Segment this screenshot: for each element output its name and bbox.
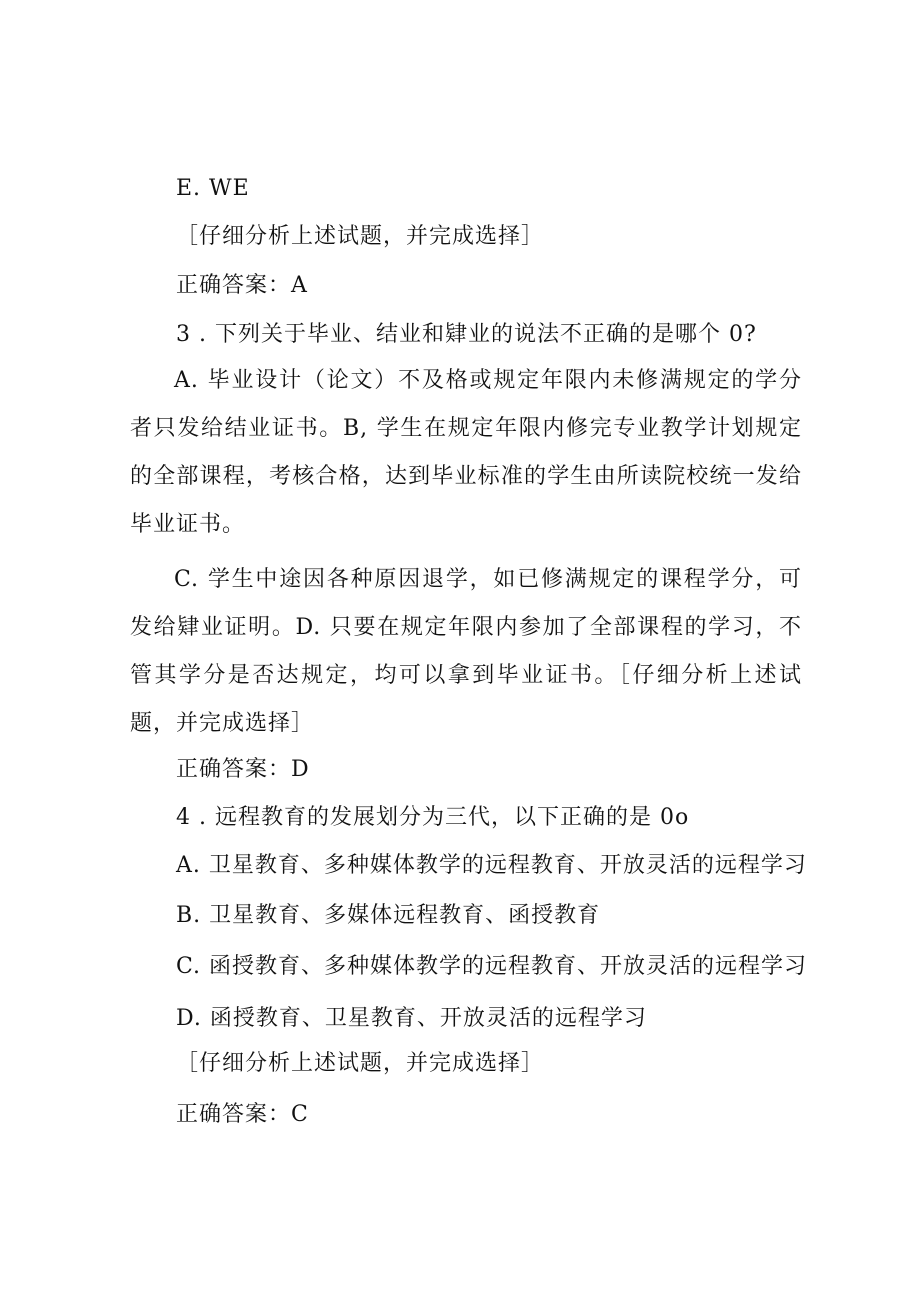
q2-analysis-prompt: ［仔细分析上述试题，并完成选择］: [176, 224, 545, 249]
q4-option-a: A. 卫星教育、多种媒体教学的远程教育、开放灵活的远程学习: [176, 853, 807, 878]
q4-answer: 正确答案：C: [176, 1102, 309, 1127]
q2-answer: 正确答案：A: [176, 273, 308, 298]
q3-options-ab: A. 毕业设计（论文）不及格或规定年限内未修满规定的学分者只发给结业证书。B, 学生在规定年限内修完专业教学计划规定的全部课程，考核合格，达到毕业标准的学生由所读院校统一发给毕业证书。: [130, 368, 802, 537]
q3-answer: 正确答案：D: [176, 757, 310, 782]
q2-option-e: E. WE: [176, 176, 250, 201]
q4-option-d: D. 函授教育、卫星教育、开放灵活的远程学习: [176, 1006, 647, 1031]
q4-option-c: C. 函授教育、多种媒体教学的远程教育、开放灵活的远程学习: [176, 954, 808, 979]
q4-analysis-prompt: ［仔细分析上述试题，并完成选择］: [176, 1051, 545, 1076]
q4-stem: 4 . 远程教育的发展划分为三代，以下正确的是 0o: [176, 805, 690, 830]
q3-stem: 3 . 下列关于毕业、结业和肄业的说法不正确的是哪个 0?: [176, 322, 757, 347]
q3-options-cd: C. 学生中途因各种原因退学，如已修满规定的课程学分，可发给肄业证明。D. 只要在规定年限内参加了全部课程的学习，不管其学分是否达规定，均可以拿到毕业证书。［仔细分析上述试题，并完成选择］: [130, 567, 802, 736]
q4-option-b: B. 卫星教育、多媒体远程教育、函授教育: [176, 903, 601, 928]
